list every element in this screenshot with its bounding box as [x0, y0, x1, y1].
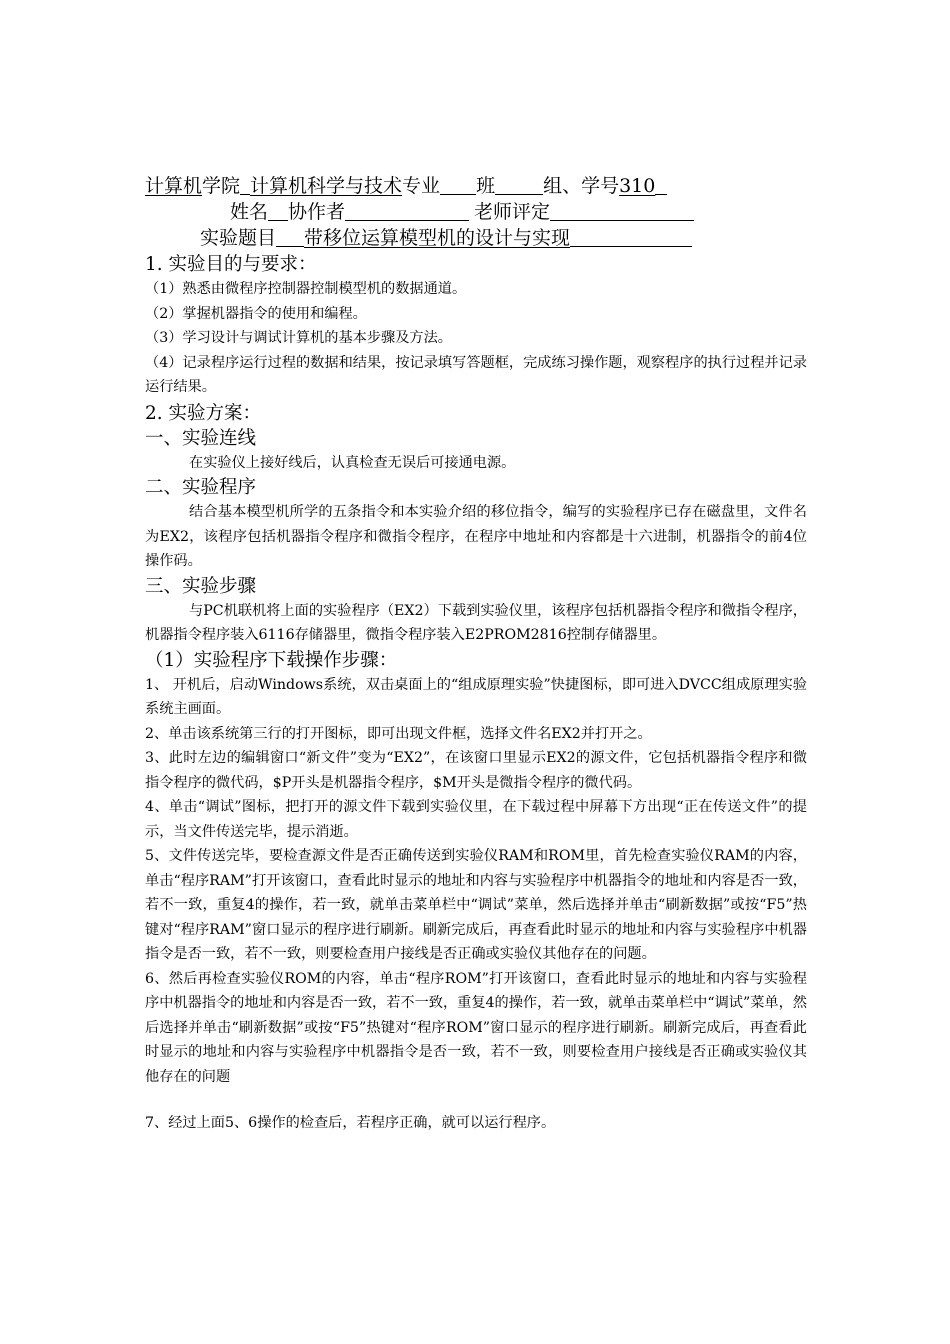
teacher-blank — [550, 200, 694, 221]
section-1-heading: 1. 实验目的与要求： — [145, 254, 317, 275]
step-item: 5、文件传送完毕，要检查源文件是否正确传送到实验仪RAM和ROM里，首先检查实验仪RAM的内容，单击“程序RAM”打开该窗口，查看此时显示的地址和内容与实验程序中机器指令的地址和内容是否一致，若不一致，重复4的操作，若一致，就单击菜单栏中“调试”菜单，然后选择并单击“刷新数据”或按“F5”热键对“程序RAM”窗口显示的程序进行刷新。刷新完成后，再查看此时显示的地址和内容与实验程序中机器指令是否一致，若不一致，则要检查用户接线是否正确或实验仪其他存在的问题。 — [145, 848, 807, 962]
subsection-program-text: 结合基本模型机所学的五条指令和本实验介绍的移位指令，编写的实验程序已存在磁盘里，文件名为EX2，该程序包括机器指令程序和微指令程序，在程序中地址和内容都是十六进制，机器指令的前4位操作码。 — [145, 504, 807, 569]
group-blank — [495, 174, 543, 195]
step-item: 4、单击“调试”图标，把打开的源文件下载到实验仪里，在下载过程中屏幕下方出现“正在传送文件”的提示，当文件传送完毕，提示消逝。 — [145, 799, 807, 840]
blank-line — [145, 1089, 807, 1111]
teacher-label: 老师评定 — [474, 201, 551, 223]
objective-item: （4）记录程序运行过程的数据和结果，按记录填写答题框，完成练习操作题，观察程序的执行过程并记录运行结果。 — [145, 354, 807, 395]
download-steps-heading: （1）实验程序下载操作步骤： — [145, 649, 398, 671]
major-value: 计算机科学与技术 — [250, 175, 403, 197]
step-item: 1、 开机后，启动Windows系统，双击桌面上的“组成原理实验”快捷图标，即可进入DVCC组成原理实验系统主画面。 — [145, 676, 807, 717]
document-page — [145, 173, 807, 1136]
subsection-wiring-text: 在实验仪上接好线后，认真检查无误后可接通电源。 — [189, 454, 516, 471]
partner-label: 协作者 — [288, 201, 346, 223]
step-item: 2、单击该系统第三行的打开图标，即可出现文件框，选择文件名EX2并打开之。 — [145, 725, 652, 742]
subsection-steps-text: 与PC机联机将上面的实验程序（EX2）下载到实验仪里，该程序包括机器指令程序和微指令程序，机器指令程序装入6116存储器里，微指令程序装入E2PROM2816控制存储器里。 — [145, 602, 807, 643]
class-label: 班 — [476, 175, 496, 197]
section-2-heading: 2. 实验方案： — [145, 402, 262, 424]
topic-value: 带移位运算模型机的设计与实现 — [304, 227, 571, 249]
blank-underline — [655, 174, 667, 195]
partner-blank — [345, 200, 469, 221]
college-label: 学院 — [202, 175, 241, 197]
objective-item: （3）学习设计与调试计算机的基本步骤及方法。 — [145, 330, 452, 346]
step-item: 6、然后再检查实验仪ROM的内容，单击“程序ROM”打开该窗口，查看此时显示的地址和内容与实验程序中机器指令的地址和内容是否一致，若不一致，重复4的操作，若一致，就单击菜单栏中“调试”菜单，然后选择并单击“刷新数据”或按“F5”热键对“程序ROM”窗口显示的程序进行刷新。刷新完成后，再查看此时显示的地址和内容与实验程序中机器指令是否一致，若不一致，则要检查用户接线是否正确或实验仪其他存在的问题 — [145, 970, 807, 1085]
name-blank — [268, 200, 288, 221]
header-line-3 — [145, 225, 807, 251]
blank-underline — [240, 174, 250, 195]
objective-item: （2）掌握机器指令的使用和编程。 — [145, 305, 367, 322]
step-item: 3、此时左边的编辑窗口“新文件”变为“EX2”，在该窗口里显示EX2的源文件，它包括机器指令程序和微指令程序的微代码，$P开头是机器指令程序，$M开头是微指令程序的微代码。 — [145, 750, 807, 791]
subsection-program-heading: 二、实验程序 — [145, 477, 257, 498]
topic-label: 实验题目 — [200, 227, 277, 249]
header-line-1 — [145, 173, 807, 199]
major-label: 专业 — [402, 175, 441, 197]
subsection-steps-heading: 三、实验步骤 — [145, 575, 257, 597]
class-blank — [440, 174, 476, 195]
subsection-wiring-heading: 一、实验连线 — [145, 427, 257, 449]
student-id-value: 310 — [619, 175, 656, 197]
college-value: 计算机 — [145, 175, 203, 197]
group-id-label: 组、学号 — [543, 175, 620, 197]
blank-underline — [276, 226, 304, 247]
blank-underline — [570, 226, 692, 247]
step-item: 7、经过上面5、6操作的检查后，若程序正确，就可以运行程序。 — [145, 1115, 556, 1131]
name-label: 姓名 — [230, 201, 269, 223]
objective-item: （1）熟悉由微程序控制器控制模型机的数据通道。 — [145, 281, 467, 297]
header-line-2 — [145, 199, 807, 225]
